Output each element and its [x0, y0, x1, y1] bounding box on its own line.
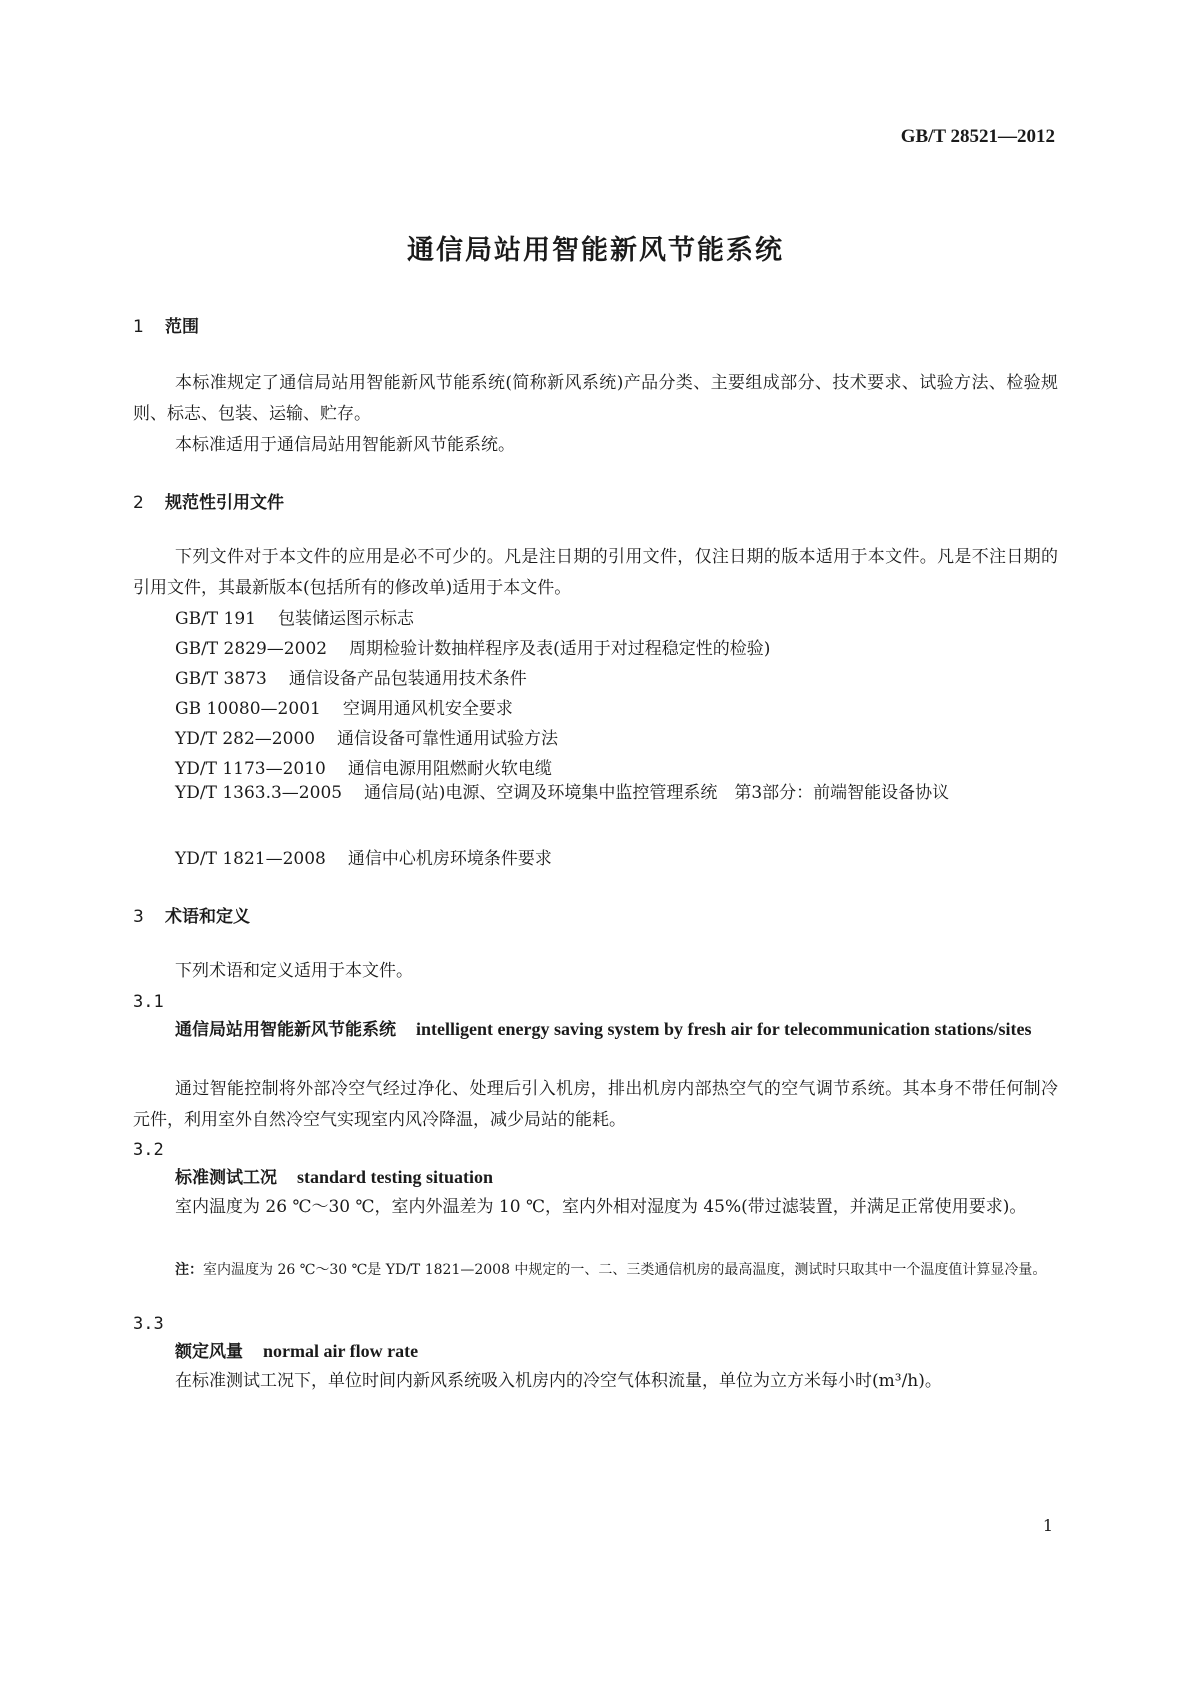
reference-code: GB 10080—2001 — [175, 699, 321, 719]
term-definition: 通过智能控制将外部冷空气经过净化、处理后引入机房，排出机房内部热空气的空气调节系统。其本身不带任何制冷元件，利用室外自然冷空气实现室内风冷降温，减少局站的能耗。 — [133, 1079, 1058, 1130]
term-en: normal air flow rate — [263, 1341, 419, 1361]
note-text: 室内温度为 26 ℃～30 ℃是 YD/T 1821—2008 中规定的一、二、三类通信机房的最高温度，测试时只取其中一个温度值计算显冷量。 — [203, 1262, 1047, 1278]
reference-title: 包装储运图示标志 — [278, 609, 414, 629]
reference-item — [133, 778, 1058, 809]
term-heading — [133, 1014, 1058, 1046]
reference-code: GB/T 3873 — [175, 669, 267, 689]
reference-code: YD/T 282—2000 — [175, 729, 316, 749]
reference-title: 空调用通风机安全要求 — [342, 699, 513, 719]
section-3-heading — [133, 902, 250, 927]
reference-item — [175, 634, 770, 659]
reference-title: 通信电源用阻燃耐火软电缆 — [347, 759, 552, 779]
term-zh: 额定风量 — [175, 1342, 243, 1362]
term-zh: 通信局站用智能新风节能系统 — [175, 1020, 396, 1040]
term-definition: 室内温度为 26 ℃～30 ℃，室内外温差为 10 ℃，室内外相对湿度为 45%(带过滤装置，并满足正常使用要求)。 — [175, 1197, 1027, 1217]
section-number: 1 — [133, 317, 144, 337]
reference-title: 通信中心机房环境条件要求 — [347, 849, 552, 869]
reference-title: 通信设备产品包装通用技术条件 — [288, 669, 527, 689]
term-en: standard testing situation — [297, 1167, 494, 1187]
references-intro: 下列文件对于本文件的应用是必不可少的。凡是注日期的引用文件，仅注日期的版本适用于本文件。凡是不注日期的引用文件，其最新版本(包括所有的修改单)适用于本文件。 — [133, 547, 1058, 598]
reference-item — [175, 724, 558, 749]
note — [175, 1256, 1060, 1284]
reference-item — [175, 754, 552, 779]
section-1-heading — [133, 312, 199, 337]
reference-code: YD/T 1173—2010 — [175, 759, 326, 779]
reference-code: GB/T 2829—2002 — [175, 639, 328, 659]
note-label: 注： — [175, 1262, 203, 1278]
reference-title: 通信设备可靠性通用试验方法 — [337, 729, 559, 749]
reference-code: YD/T 1363.3—2005 — [175, 783, 343, 803]
section-title: 术语和定义 — [165, 907, 250, 927]
term-heading — [133, 1162, 1058, 1194]
section-number: 2 — [133, 493, 144, 513]
term-heading — [133, 1336, 1058, 1368]
page-number: 1 — [1042, 1516, 1053, 1535]
reference-title: 通信局(站)电源、空调及环境集中监控管理系统 第3部分：前端智能设备协议 — [364, 783, 950, 803]
reference-item — [175, 844, 552, 869]
section-title: 范围 — [165, 317, 199, 337]
reference-item — [175, 694, 513, 719]
term-zh: 标准测试工况 — [175, 1168, 277, 1188]
term-definition: 在标准测试工况下，单位时间内新风系统吸入机房内的冷空气体积流量，单位为立方米每小时(m³/h)。 — [175, 1371, 942, 1391]
scope-applicability: 本标准适用于通信局站用智能新风节能系统。 — [175, 435, 515, 455]
term-number: 3.1 — [133, 992, 164, 1012]
section-title: 规范性引用文件 — [165, 493, 284, 513]
reference-title: 周期检验计数抽样程序及表(适用于对过程稳定性的检验) — [349, 639, 771, 659]
standard-code: GB/T 28521—2012 — [900, 126, 1055, 147]
reference-item — [175, 604, 414, 629]
terms-intro: 下列术语和定义适用于本文件。 — [175, 961, 413, 981]
reference-code: GB/T 191 — [175, 609, 256, 629]
reference-item — [175, 664, 527, 689]
term-number: 3.3 — [133, 1314, 164, 1334]
section-number: 3 — [133, 907, 144, 927]
term-en: intelligent energy saving system by fresh air for telecommunication stations/sites — [416, 1019, 1032, 1039]
scope-paragraph: 本标准规定了通信局站用智能新风节能系统(简称新风系统)产品分类、主要组成部分、技术要求、试验方法、检验规则、标志、包装、运输、贮存。 — [133, 373, 1058, 424]
term-number: 3.2 — [133, 1140, 164, 1160]
document-title: 通信局站用智能新风节能系统 — [407, 235, 784, 266]
section-2-heading — [133, 488, 284, 513]
reference-code: YD/T 1821—2008 — [175, 849, 326, 869]
